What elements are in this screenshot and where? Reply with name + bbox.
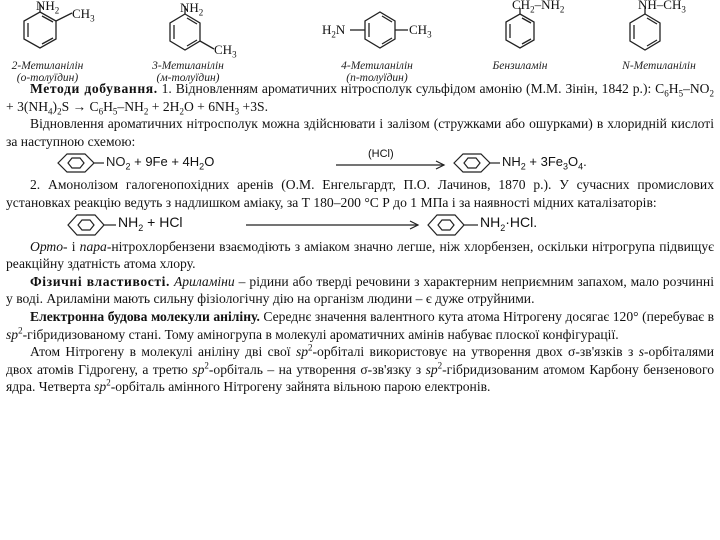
s4-ch2nh2-label: $CH_2-NH_2$ [512,0,565,15]
equation-1-condition: (HCl) [368,148,394,161]
benzene-ring-1 [24,12,56,48]
s5-caption: N-Метиланілін [622,60,696,72]
paragraph-ortho-para: Орто- і пара-нітрохлорбензени взаємодіють з аміаком значно легше, ніж хлорбензен, оскільки нітрогрупа підвищує реакційну здатність атома хлору. [6,238,714,272]
document-body [6,80,714,396]
s1-caption: 2-Метиланілін (о-толуїдин) [11,60,84,84]
paragraph-ammonolysis: 2. Амонолізом галогенопохідних аренів (О.М. Енгельгардт, П.О. Лачинов, 1870 р.). У сучасних промислових установках реакцію ведуть з надлишком аміаку, за Т 180–200 °С Р до 1 МПа і за наявності мідних каталізаторів: [6,177,714,210]
s1-ch3-label: $CH_3$ [72,6,95,24]
benzene-structures-drawing [0,0,720,60]
s3-ch3-label: $CH_3$ [409,22,432,40]
paragraph-physical-properties: Фізичні властивості. Ариламіни – рідини або тверді речовини з характерним неприємним запахом, мало розчинні у воді. Ариламіни мають сильну фізіологічну дію на організм людини – є дуже отруйними. [6,273,714,307]
equation-1-right: $NH_2 + 3Fe_3O_4$. [502,154,587,172]
paragraph-electronic-structure: Електронна будова молекули аніліну. Середнє значення валентного кута атома Нітрогену досягає 120° (перебуває в $sp^2$-гібридизованому стані. Тому аміногрупа в молекулі ароматичних амінів набуває плоскої конфігурації. [6,308,715,342]
s5-nhch3-label: $NH-CH_3$ [638,0,686,15]
s1-nh2-label: $NH_2$ [36,0,60,16]
s2-ch3-label: $CH_3$ [214,42,237,60]
s2-nh2-label: $NH_2$ [180,0,204,18]
s2-caption: 3-Метиланілін (м-толуїдин) [152,60,224,84]
equation-1-left: $NO_2 + 9Fe + 4H_2O$ [106,154,215,172]
paragraph-methods: Методи добування. 1. Відновленням ароматичних нітросполук сульфідом амонію (М.М. Зінін, 1842 р.): $C_6H_5-NO_2 + 3(NH_4)_2S \to C_6H_5-NH_2 + 2H_2O + 6NH_3 +3S$. [6,81,714,117]
paragraph-iron-reduction: Відновлення ароматичних нітросполук можна здійснювати і залізом (стружками або ошурками) в хлоридній кислоті за наступною схемою: [6,116,714,149]
equation-aniline-hcl [6,212,714,238]
s3-caption: 4-Метиланілін (п-толуїдин) [341,60,413,84]
equation-2-right: $NH_2\cdot HCl$. [480,213,538,233]
s3-h2n-label: $H_2N$ [322,22,346,40]
structure-formulas-row [0,0,720,84]
equation-iron-reduction [6,150,714,176]
paragraph-nitrogen-orbitals: Атом Нітрогену в молекулі аніліну дві свої $sp^2$-орбіталі використовує на утворення двох σ-зв'язків з s-орбіталями двох атомів Гідрогену, а третю $sp^2$-орбіталь – на утворення σ-зв'язку з $sp^2$-гібридизованим атомом Карбону бензенового ядра. Четверта $sp^2$-орбіталь амінного Нітрогену зайнята вільною парою електронів. [6,342,714,395]
equation-2-left: $NH_2$ + HCl [118,213,183,233]
s4-caption: Бензиламін [492,60,548,72]
equation-2-drawing [6,212,714,238]
